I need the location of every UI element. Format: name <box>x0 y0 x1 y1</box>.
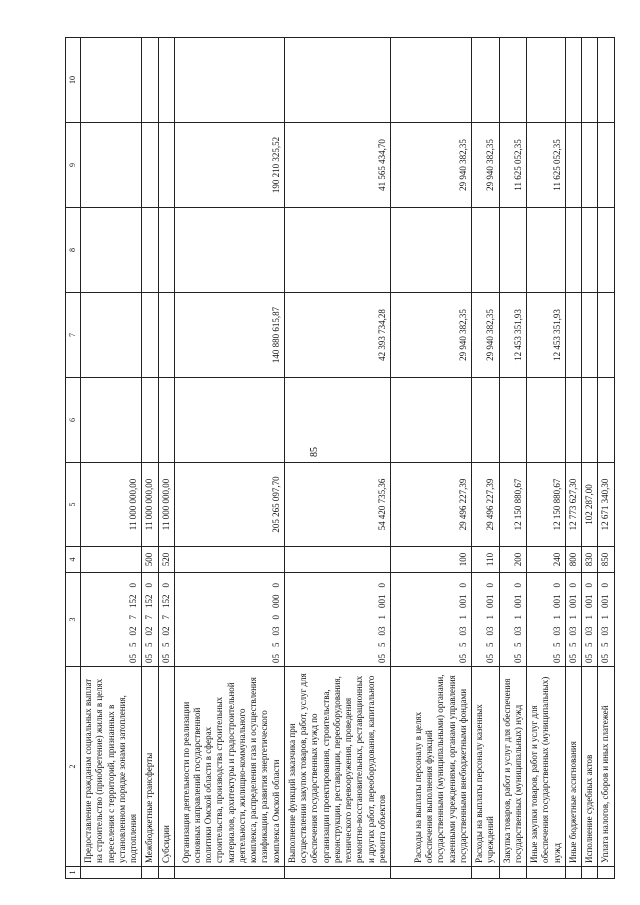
code-part: 03 <box>485 626 496 636</box>
cell-c6 <box>582 378 598 463</box>
cell-c8 <box>81 208 142 293</box>
row-code <box>598 573 614 667</box>
row-name: Расходы на выплаты персоналу казенных учреждений <box>472 667 500 867</box>
code-part: 1 <box>457 615 468 620</box>
code-part: 001 <box>485 594 496 608</box>
table-row <box>174 38 284 879</box>
header-cell: 7 <box>66 293 81 378</box>
code-part: 0 <box>512 583 523 588</box>
code-part: 001 <box>376 594 387 608</box>
cell-c6 <box>174 378 284 463</box>
cell-c5: 11 000 000,00 <box>81 463 142 547</box>
cell-c7 <box>582 293 598 378</box>
row-code <box>391 573 472 667</box>
table-row <box>142 38 158 879</box>
code-part: 5 <box>551 642 562 647</box>
cell-c9: 29 940 382,35 <box>391 123 472 208</box>
header-cell: 10 <box>66 38 81 123</box>
code-part: 5 <box>567 642 578 647</box>
cell-c4 <box>284 547 390 573</box>
cell-c7: 29 940 382,35 <box>472 293 500 378</box>
cell-c7: 12 453 351,93 <box>499 293 527 378</box>
header-cell: 2 <box>66 667 81 867</box>
cell-c9: 11 625 052,35 <box>527 123 566 208</box>
code-part: 03 <box>567 626 578 636</box>
cell-c9: 190 210 325,52 <box>174 123 284 208</box>
row-name: Расходы на выплаты персоналу в целях обеспечения выполнения функций государственными (муниципальными) органами, казенными учреждениями, органами управления государственными внебюджетными фондами <box>391 667 472 867</box>
code-part: 03 <box>551 626 562 636</box>
code-part: 0 <box>485 583 496 588</box>
cell-c4: 240 <box>527 547 566 573</box>
cell-c10 <box>565 38 581 123</box>
cell-c4: 850 <box>598 547 614 573</box>
code-part: 0 <box>270 583 281 588</box>
cell-c8 <box>598 208 614 293</box>
cell-c7 <box>598 293 614 378</box>
cell-c9 <box>582 123 598 208</box>
cell-c4: 520 <box>158 547 174 573</box>
code-part: 5 <box>160 642 171 647</box>
cell-c5: 29 496 227,39 <box>391 463 472 547</box>
col1-cell <box>284 867 390 879</box>
code-part: 0 <box>144 583 155 588</box>
header-cell: 5 <box>66 463 81 547</box>
code-part: 0 <box>160 583 171 588</box>
code-part: 5 <box>485 642 496 647</box>
cell-c8 <box>582 208 598 293</box>
code-part: 1 <box>512 615 523 620</box>
cell-c6 <box>598 378 614 463</box>
cell-c8 <box>499 208 527 293</box>
cell-c9 <box>565 123 581 208</box>
code-part: 001 <box>567 594 578 608</box>
cell-c9: 29 940 382,35 <box>472 123 500 208</box>
code-part: 5 <box>270 642 281 647</box>
code-part: 1 <box>485 615 496 620</box>
table-row <box>158 38 174 879</box>
page-number: 85 <box>309 447 320 457</box>
cell-c10 <box>284 38 390 123</box>
table-body <box>66 38 615 879</box>
row-code <box>158 573 174 667</box>
table-row <box>582 38 598 879</box>
row-code <box>284 573 390 667</box>
code-part: 0 <box>567 583 578 588</box>
code-part: 1 <box>600 615 611 620</box>
row-name: Исполнение судебных актов <box>582 667 598 867</box>
col1-cell <box>81 867 142 879</box>
cell-c7 <box>142 293 158 378</box>
cell-c9: 11 625 052,35 <box>499 123 527 208</box>
code-part: 7 <box>160 615 171 620</box>
cell-c5: 205 265 097,70 <box>174 463 284 547</box>
table-row <box>472 38 500 879</box>
code-part: 5 <box>600 642 611 647</box>
code-part: 0 <box>600 583 611 588</box>
code-part: 02 <box>128 626 138 636</box>
code-part: 5 <box>144 642 155 647</box>
cell-c6 <box>142 378 158 463</box>
cell-c6 <box>284 378 390 463</box>
row-name: Предоставление гражданам социальных выплат на строительство (приобретение) жилья в целях переселения с территорий, признанных в установленном порядке зонами затопления, подтопления <box>81 667 142 867</box>
cell-c4 <box>174 547 284 573</box>
code-part: 1 <box>584 615 594 620</box>
cell-c4: 800 <box>565 547 581 573</box>
cell-c10 <box>527 38 566 123</box>
budget-table <box>65 37 615 879</box>
row-code <box>565 573 581 667</box>
cell-c9 <box>598 123 614 208</box>
header-cell: 4 <box>66 547 81 573</box>
code-part: 7 <box>128 615 138 620</box>
cell-c10 <box>158 38 174 123</box>
cell-c10 <box>142 38 158 123</box>
cell-c4: 200 <box>499 547 527 573</box>
cell-c10 <box>391 38 472 123</box>
code-part: 000 <box>270 594 281 608</box>
row-code <box>472 573 500 667</box>
code-part: 5 <box>512 642 523 647</box>
row-name: Субсидии <box>158 667 174 867</box>
code-part: 152 <box>144 594 155 608</box>
cell-c8 <box>158 208 174 293</box>
row-code <box>582 573 598 667</box>
col1-cell <box>472 867 500 879</box>
code-part: 03 <box>457 626 468 636</box>
code-part: 001 <box>551 594 562 608</box>
row-name: Иные бюджетные ассигнования <box>565 667 581 867</box>
cell-c6 <box>472 378 500 463</box>
cell-c8 <box>284 208 390 293</box>
code-part: 7 <box>144 615 155 620</box>
cell-c6 <box>527 378 566 463</box>
cell-c7 <box>565 293 581 378</box>
cell-c4: 500 <box>142 547 158 573</box>
code-part: 152 <box>160 594 171 608</box>
row-name: Организация деятельности по реализации основных направлений государственной политики Омской области в сферах строительства, производства строительных материалов, архитектуры и градостроительной деятельности, жилищно-коммунального комплекса, распределения газа и осуществления газификации, развития энергетического комплекса Омской области <box>174 667 284 867</box>
col1-cell <box>598 867 614 879</box>
code-part: 05 <box>551 654 562 663</box>
table-row <box>499 38 527 879</box>
cell-c8 <box>174 208 284 293</box>
cell-c7: 29 940 382,35 <box>391 293 472 378</box>
cell-c9 <box>158 123 174 208</box>
code-part: 05 <box>600 654 611 663</box>
table-row <box>391 38 472 879</box>
cell-c8 <box>142 208 158 293</box>
cell-c6 <box>391 378 472 463</box>
row-code <box>174 573 284 667</box>
table-row <box>284 38 390 879</box>
header-cell: 1 <box>66 867 81 879</box>
code-part: 05 <box>144 654 155 663</box>
code-part: 05 <box>128 654 138 663</box>
col1-cell <box>174 867 284 879</box>
cell-c5: 11 000 000,00 <box>142 463 158 547</box>
col1-cell <box>391 867 472 879</box>
col1-cell <box>142 867 158 879</box>
cell-c5: 54 420 735,36 <box>284 463 390 547</box>
code-part: 05 <box>270 654 281 663</box>
code-part: 0 <box>270 615 281 620</box>
cell-c7: 42 393 734,28 <box>284 293 390 378</box>
header-row <box>66 38 81 879</box>
code-part: 1 <box>551 615 562 620</box>
code-part: 001 <box>600 594 611 608</box>
cell-c8 <box>391 208 472 293</box>
code-part: 0 <box>551 583 562 588</box>
cell-c10 <box>499 38 527 123</box>
code-part: 5 <box>584 642 594 647</box>
cell-c5: 102 287,00 <box>582 463 598 547</box>
row-name: Выполнение функций заказчика при осуществлении закупок товаров, работ, услуг для обеспечения государственных нужд по организации проектирования, строительства, реконструкции, реставрации, переоборудования, технического перевооружения, проведения ремонтно-восстановительных, реставрационных и других работ, переоборудования, капитального ремонта объектов <box>284 667 390 867</box>
code-part: 05 <box>376 654 387 663</box>
cell-c5: 12 773 627,30 <box>565 463 581 547</box>
cell-c9: 41 565 434,70 <box>284 123 390 208</box>
cell-c8 <box>527 208 566 293</box>
code-part: 0 <box>376 583 387 588</box>
cell-c5: 12 671 340,30 <box>598 463 614 547</box>
header-cell: 8 <box>66 208 81 293</box>
code-part: 03 <box>584 626 594 636</box>
code-part: 1 <box>376 615 387 620</box>
cell-c6 <box>565 378 581 463</box>
table-row <box>81 38 142 879</box>
cell-c7: 140 880 615,87 <box>174 293 284 378</box>
cell-c7: 12 453 351,93 <box>527 293 566 378</box>
cell-c10 <box>81 38 142 123</box>
code-part: 02 <box>144 626 155 636</box>
cell-c9 <box>142 123 158 208</box>
cell-c5: 11 000 000,00 <box>158 463 174 547</box>
code-part: 5 <box>376 642 387 647</box>
col1-cell <box>565 867 581 879</box>
cell-c4 <box>81 547 142 573</box>
code-part: 001 <box>512 594 523 608</box>
code-part: 05 <box>485 654 496 663</box>
header-cell: 9 <box>66 123 81 208</box>
row-name: Уплата налогов, сборов и иных платежей <box>598 667 614 867</box>
row-code <box>499 573 527 667</box>
code-part: 05 <box>567 654 578 663</box>
cell-c6 <box>158 378 174 463</box>
cell-c6 <box>499 378 527 463</box>
code-part: 0 <box>584 583 594 588</box>
header-cell: 6 <box>66 378 81 463</box>
code-part: 03 <box>376 626 387 636</box>
table-row <box>565 38 581 879</box>
header-cell: 3 <box>66 573 81 667</box>
table-row <box>527 38 566 879</box>
code-part: 001 <box>584 594 594 608</box>
cell-c6 <box>81 378 142 463</box>
code-part: 0 <box>457 583 468 588</box>
code-part: 05 <box>584 654 594 663</box>
code-part: 001 <box>457 594 468 608</box>
cell-c8 <box>565 208 581 293</box>
col1-cell <box>582 867 598 879</box>
row-name: Межбюджетные трансферты <box>142 667 158 867</box>
code-part: 05 <box>512 654 523 663</box>
code-part: 03 <box>270 626 281 636</box>
cell-c9 <box>81 123 142 208</box>
col1-cell <box>527 867 566 879</box>
code-part: 5 <box>128 642 138 647</box>
cell-c5: 29 496 227,39 <box>472 463 500 547</box>
cell-c4: 110 <box>472 547 500 573</box>
code-part: 0 <box>128 583 138 588</box>
cell-c7 <box>81 293 142 378</box>
cell-c5: 12 150 880,67 <box>499 463 527 547</box>
row-code <box>142 573 158 667</box>
code-part: 03 <box>600 626 611 636</box>
code-part: 03 <box>512 626 523 636</box>
cell-c10 <box>472 38 500 123</box>
code-part: 152 <box>128 594 138 608</box>
row-code <box>527 573 566 667</box>
cell-c10 <box>174 38 284 123</box>
col1-cell <box>158 867 174 879</box>
cell-c10 <box>582 38 598 123</box>
col1-cell <box>499 867 527 879</box>
code-part: 1 <box>567 615 578 620</box>
table-row <box>598 38 614 879</box>
row-name: Закупка товаров, работ и услуг для обеспечения государственных (муниципальных) нужд <box>499 667 527 867</box>
row-name: Иные закупки товаров, работ и услуг для обеспечения государственных (муниципальных) нужд <box>527 667 566 867</box>
cell-c10 <box>598 38 614 123</box>
cell-c4: 100 <box>391 547 472 573</box>
code-part: 05 <box>457 654 468 663</box>
row-code <box>81 573 142 667</box>
cell-c8 <box>472 208 500 293</box>
cell-c5: 12 150 880,67 <box>527 463 566 547</box>
cell-c4: 830 <box>582 547 598 573</box>
code-part: 5 <box>457 642 468 647</box>
code-part: 05 <box>160 654 171 663</box>
code-part: 02 <box>160 626 171 636</box>
cell-c7 <box>158 293 174 378</box>
